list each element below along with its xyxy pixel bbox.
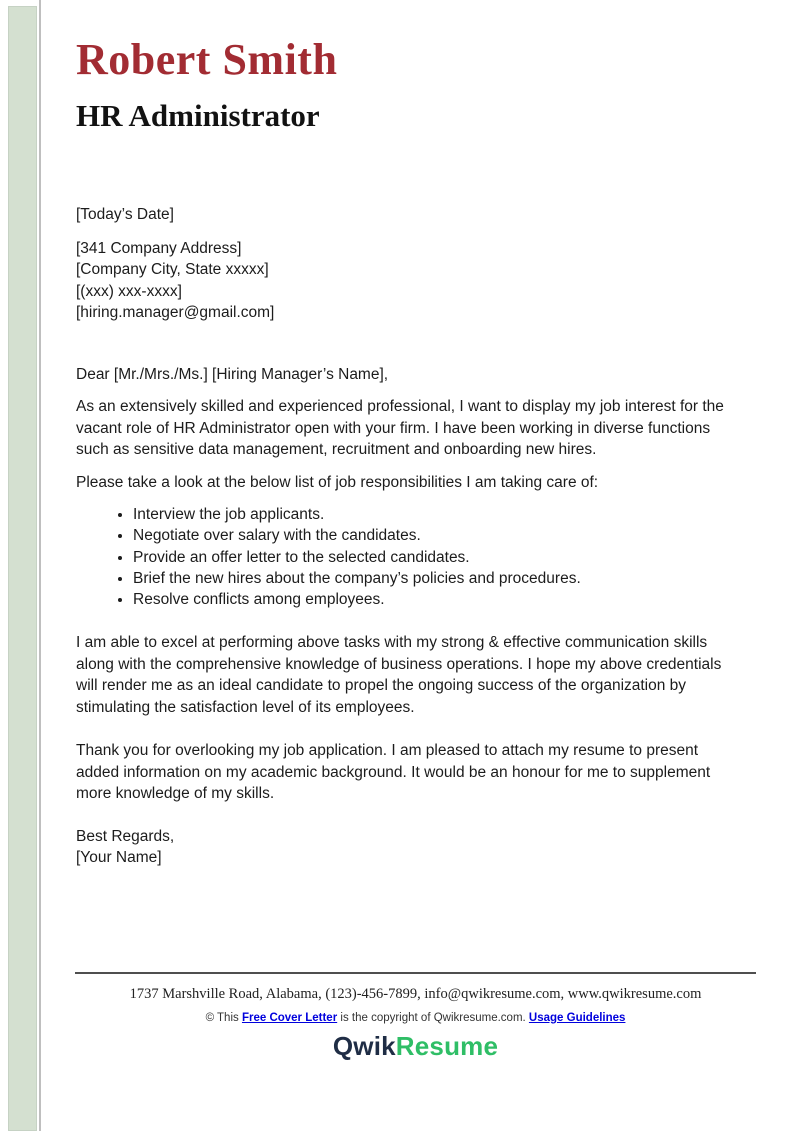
company-address-block — [76, 238, 740, 324]
free-cover-letter-link[interactable]: Free Cover Letter — [241, 1012, 338, 1024]
footer-divider — [75, 972, 756, 974]
list-item-brief-hires: • Brief the new hires about the company’s policies and procedures. — [133, 568, 740, 589]
left-accent-stripe — [8, 6, 37, 1131]
logo-text-resume: Resume — [395, 1031, 499, 1061]
address-line-street: [341 Company Address] — [76, 239, 242, 257]
usage-guidelines-link[interactable]: Usage Guidelines — [528, 1012, 626, 1024]
qwikresume-logo — [75, 1031, 756, 1062]
closing: Best Regards, — [76, 827, 175, 845]
paragraph-skills: I am able to excel at performing above tasks with my strong & effective communication skills along with the comprehensive knowledge of business operations. I hope my above credentials will render me as an ideal candidate to propel the ongoing success of the organization by stimulating the satisfaction level of its employees. — [76, 634, 722, 716]
list-item-resolve-conflicts: • Resolve conflicts among employees. — [133, 589, 740, 610]
list-item-offer-letter: • Provide an offer letter to the selected candidates. — [133, 547, 740, 568]
paragraph-list-intro: Please take a look at the below list of job responsibilities I am taking care of: — [76, 473, 599, 491]
logo-text-qwik: Qwik — [332, 1031, 396, 1061]
paragraph-thanks: Thank you for overlooking my job application. I am pleased to attach my resume to present added information on my academic background. It would be an honour for me to supplement more knowledge of my skills. — [76, 742, 711, 803]
address-line-city: [Company City, State xxxxx] — [76, 261, 269, 278]
letter-content — [76, 36, 740, 869]
job-responsibilities-list — [76, 504, 740, 610]
list-item-negotiate: • Negotiate over salary with the candidates. — [133, 525, 740, 546]
address-line-phone: [(xxx) xxx-xxxx] — [76, 282, 182, 300]
left-border-line — [39, 0, 41, 1131]
list-item-interview: • Interview the job applicants. — [133, 504, 740, 525]
copyright-prefix: © This — [205, 1012, 242, 1024]
paragraph-intro: As an extensively skilled and experienced professional, I want to display my job interest for the vacant role of HR Administrator open with your firm. I have been working in diverse functions such as sensitive data management, recruitment and onboarding new hires. — [76, 398, 724, 458]
job-title: HR Administrator — [76, 98, 320, 133]
applicant-name: Robert Smith — [76, 35, 338, 84]
signature-placeholder: [Your Name] — [76, 849, 162, 867]
footer-contact-line: 1737 Marshville Road, Alabama, (123)-456-7899, info@qwikresume.com, www.qwikresume.com — [129, 986, 702, 1002]
salutation: Dear [Mr./Mrs./Ms.] [Hiring Manager’s Name], — [76, 365, 389, 383]
copyright-middle: is the copyright of Qwikresume.com. — [337, 1012, 529, 1024]
footer-copyright-line — [75, 1012, 756, 1024]
page-footer — [75, 972, 756, 1062]
date-placeholder: [Today’s Date] — [76, 206, 174, 223]
address-line-email: [hiring.manager@gmail.com] — [76, 304, 275, 321]
